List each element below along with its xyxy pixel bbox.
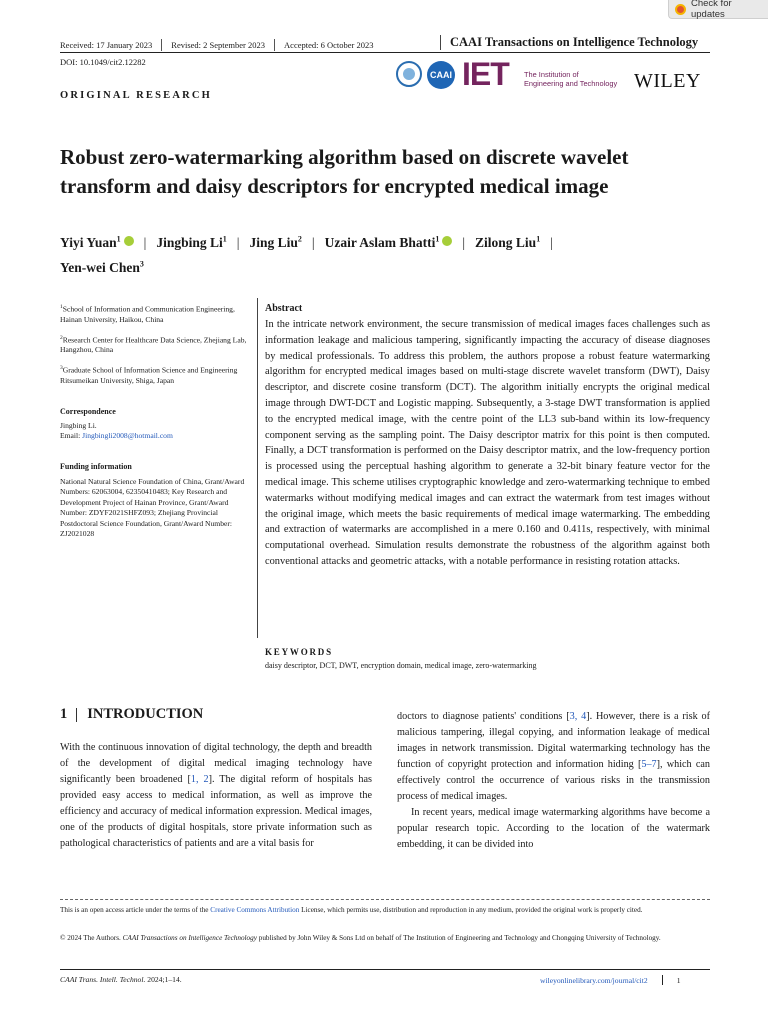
doi: DOI: 10.1049/cit2.12282 <box>60 57 146 67</box>
accepted-date: Accepted: 6 October 2023 <box>284 40 374 50</box>
author[interactable]: Jingbing Li$^1$ <box>156 234 227 250</box>
body-column-right <box>397 709 710 853</box>
license-link[interactable]: Creative Commons Attribution <box>210 906 300 914</box>
keywords-text: daisy descriptor, DCT, DWT, encryption domain, medical image, zero-watermarking <box>265 661 537 670</box>
author[interactable]: Yen-wei Chen$^3$ <box>60 259 144 275</box>
citation-link[interactable]: 1, 2 <box>190 774 209 785</box>
orcid-icon[interactable] <box>124 236 134 246</box>
university-seal-icon <box>396 61 422 87</box>
header-rule <box>60 52 710 53</box>
correspondence-heading: Correspondence <box>60 407 116 416</box>
section-label: ORIGINAL RESEARCH <box>60 90 213 101</box>
funding-heading: Funding information <box>60 462 132 471</box>
author[interactable]: Yiyi Yuan$^1$ <box>60 235 134 250</box>
page-number: 1 <box>676 975 681 985</box>
affiliation: $^1$School of Information and Communication Engineering, Hainan University, Haikou, China <box>60 304 235 324</box>
affiliations <box>60 302 250 394</box>
funding-information <box>60 458 250 540</box>
author[interactable]: Zilong Liu$^1$ <box>475 234 541 250</box>
author[interactable]: Jing Liu$^2$ <box>249 234 302 250</box>
crossmark-icon <box>675 4 686 15</box>
check-for-updates-label: Check for updates <box>690 0 732 20</box>
section-title: INTRODUCTION <box>87 706 204 722</box>
footer-rule <box>60 969 710 970</box>
orcid-icon[interactable] <box>442 236 452 246</box>
author[interactable]: Uzair Aslam Bhatti$^1$ <box>325 235 453 250</box>
correspondence-name: Jingbing Li. <box>60 421 97 430</box>
abstract-text: In the intricate network environment, the secure transmission of medical images faces challenges such as information leakage and malicious tampering, significantly impacting the accuracy of disease diagnoses by medical professionals. To address this problem, the authors propose a robust feature watermarking algorithm for encrypted medical images based on multi-stage discrete wavelet transform (DWT), Daisy descriptor, and discrete cosine transform (DCT). The algorithm initially encrypts the original medical image through DWT-DCT and Logistic mapping. Subsequently, a 3-stage DWT transformation is applied to the encrypted medical image, with the centre point of the LL3 sub-band within its low-frequency component serving as the sampling point. The Daisy descriptor matrix for this point is then computed. Finally, a DCT transformation is performed on the Daisy descriptor matrix, and the low-frequency portion is processed using the perceptual hashing algorithm to generate a 32-bit binary feature vector for the medical image. This scheme utilises cryptographic knowledge and zero-watermarking technique to embed watermarks without modifying medical images and can extract the watermark from test images without the original image, which meets the basic requirements of medical image watermarking. The embedding and extraction of watermarks are accomplished in a mere 0.160 and 0.411s, respectively, with minimal computational overhead. Simulation results demonstrate the robustness of the algorithm against both conventional attacks and geometric attacks, with a notable performance in resisting rotation attacks. <box>265 319 710 567</box>
journal-url-link[interactable]: wileyonlinelibrary.com/journal/cit2 <box>540 975 648 985</box>
wiley-logo: WILEY <box>634 70 701 92</box>
affiliation: $^2$Research Center for Healthcare Data Science, Zhejiang Lab, Hangzhou, China <box>60 334 247 355</box>
abstract-divider <box>257 298 258 638</box>
abstract-heading: Abstract <box>265 303 303 314</box>
license-note: This is an open access article under the terms of the Creative Commons Attribution License, which permits use, distribution and reproduction in any medium, provided the original work is properly cited. <box>60 906 643 914</box>
iet-logo-text <box>524 70 617 88</box>
footer-right <box>540 975 681 985</box>
citation-line: CAAI Trans. Intell. Technol. 2024;1–14. <box>60 975 182 984</box>
paragraph: In recent years, medical image watermarking algorithms have become a popular research topic. According to the location of the watermark embedding, it can be divided into <box>397 807 710 850</box>
iet-logo: IET <box>462 56 509 92</box>
body-column-left: With the continuous innovation of digital technology, the depth and breadth of the development of digital medical imaging technology have significantly been broadened [1, 2]. The digital reform of hospitals has provided easy access to medical information, as well as improve the efficiency and accuracy of medical information expression. Medical images, one of the products of digital hospitals, store private information such as pathological characteristics of patients and are a vital basis for <box>60 742 372 849</box>
iet-line-1: The Institution of <box>524 70 579 79</box>
section-heading-introduction <box>60 706 203 723</box>
article-dates <box>60 39 374 51</box>
section-number: 1 <box>60 706 68 722</box>
keywords-heading: KEYWORDS <box>265 647 333 657</box>
caai-logo: CAAI <box>427 61 455 89</box>
correspondence <box>60 403 250 441</box>
paper-title: Robust zero-watermarking algorithm based on discrete wavelet transform and daisy descriptors for encrypted medical image <box>60 145 629 198</box>
citation-link[interactable]: 3, 4 <box>569 711 587 722</box>
divider <box>662 975 663 985</box>
funding-text: National Natural Science Foundation of China, Grant/Award Numbers: 62063004, 62350410483; Key Research and Development Project of Hainan Province, Grant/Award Number: ZDYF2021SHFZ093; Zhejiang Provincial Postdoctoral Science Foundation, Grant/Award Number: ZJ2021028 <box>60 476 245 538</box>
citation-link[interactable]: 5–7 <box>641 759 657 770</box>
paragraph: doctors to diagnose patients' conditions [3, 4]. However, there is a risk of malicious tampering, illegal copying, and information leakage of medical images in network transmission. Digital watermarking technology has the function of copyright protection and information hiding [5–7], which can effectively control the occurrence of various risks in the transmission process of medical images. <box>397 711 710 802</box>
divider <box>274 39 275 51</box>
email-link[interactable]: Jingbingli2008@hotmail.com <box>82 431 173 440</box>
divider <box>161 39 162 51</box>
divider <box>76 708 77 722</box>
received-date: Received: 17 January 2023 <box>60 40 153 50</box>
iet-line-2: Engineering and Technology <box>524 79 618 88</box>
revised-date: Revised: 2 September 2023 <box>171 40 266 50</box>
journal-title: CAAI Transactions on Intelligence Technology <box>440 35 720 50</box>
author-list: Yiyi Yuan$^1$ | Jingbing Li$^1$ | Jing Liu$^2$ | Uzair Aslam Bhatti$^1$ | Zilong Liu$^1$ | Yen-wei Chen$^3$ <box>60 234 553 275</box>
copyright-note: © 2024 The Authors. CAAI Transactions on Intelligence Technology published by John Wiley & Sons Ltd on behalf of The Institution of Engineering and Technology and Chongqing University of Technology. <box>60 934 661 942</box>
footnote-rule <box>60 899 710 900</box>
correspondence-email: Email: Jingbingli2008@hotmail.com <box>60 431 173 440</box>
affiliation: $^3$Graduate School of Information Science and Engineering Ritsumeikan University, Shiga, Japan <box>60 365 238 385</box>
check-for-updates-button[interactable] <box>668 0 768 19</box>
